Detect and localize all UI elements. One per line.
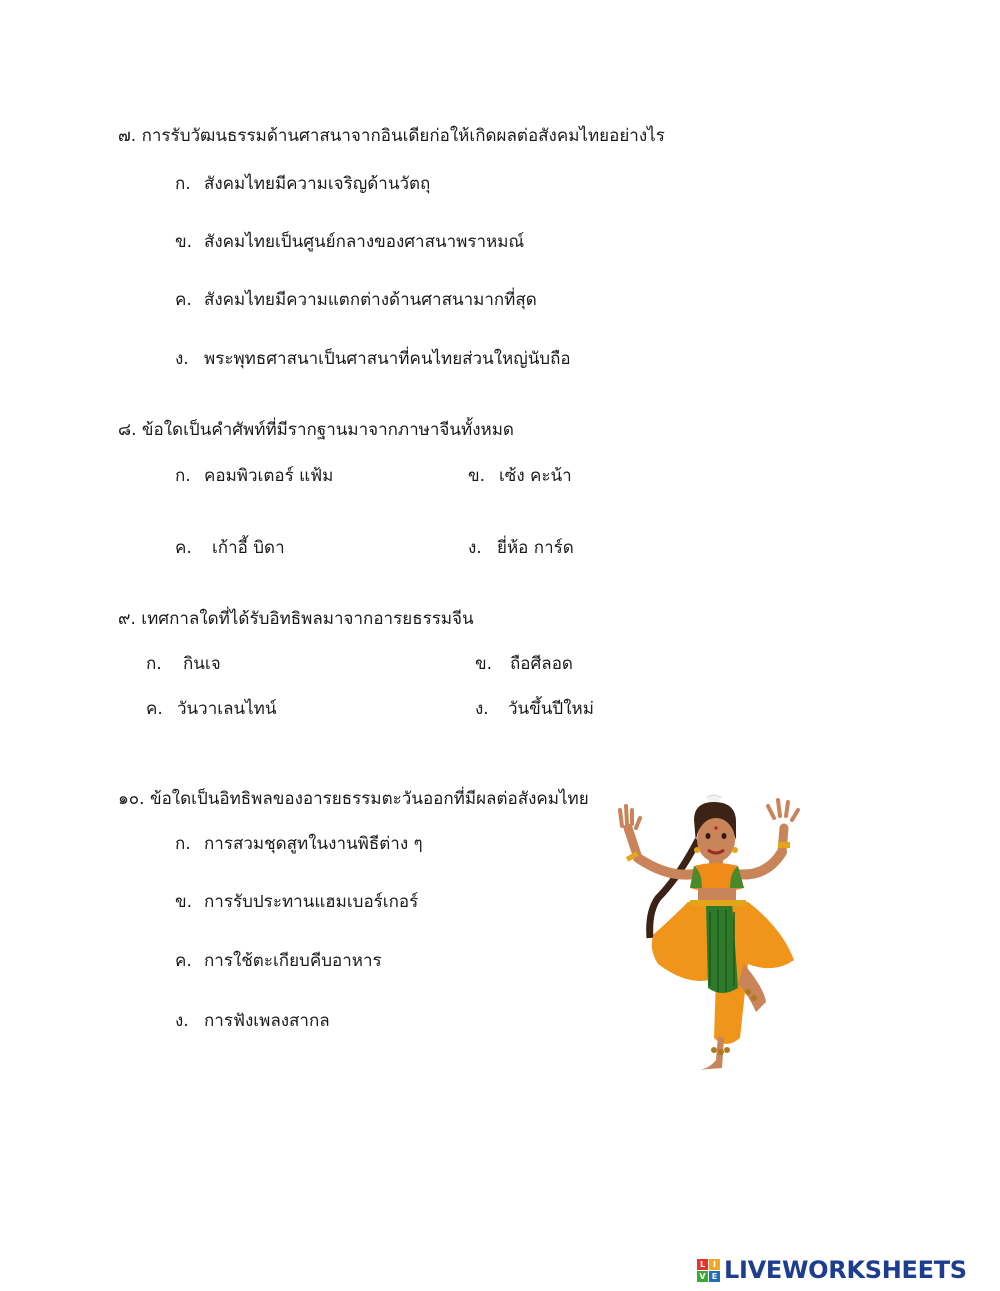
question-7: ๗. การรับวัฒนธรรมด้านศาสนาจากอินเดียก่อให้เกิดผลต่อสังคมไทยอย่างไร (118, 126, 665, 146)
option-letter: ง. (175, 1011, 189, 1031)
option-letter: ค. (175, 290, 192, 310)
option-text: พระพุทธศาสนาเป็นศาสนาที่คนไทยส่วนใหญ่นับถือ (204, 349, 571, 369)
option-letter: ก. (175, 834, 191, 854)
q9-option-d[interactable] (475, 695, 594, 722)
option-text: เก้าอี้ บิดา (212, 538, 285, 558)
option-text: สังคมไทยเป็นศูนย์กลางของศาสนาพราหมณ์ (204, 232, 525, 252)
option-text: สังคมไทยมีความเจริญด้านวัตถุ (204, 174, 431, 194)
option-text: กินเจ (183, 654, 221, 674)
option-text: เซ้ง คะน้า (499, 466, 572, 486)
option-letter: ค. (146, 699, 163, 719)
q8-option-b[interactable] (468, 462, 572, 489)
option-text: การฟังเพลงสากล (204, 1011, 330, 1031)
logo-block-l: L (697, 1259, 708, 1270)
q7-option-d[interactable] (175, 345, 571, 372)
option-text: วันขึ้นปีใหม่ (508, 699, 594, 719)
option-letter: ข. (468, 466, 486, 486)
logo-text: LIVEWORKSHEETS (724, 1256, 967, 1284)
logo-block-v: V (697, 1271, 708, 1282)
option-text: ยี่ห้อ การ์ด (497, 538, 574, 558)
q8-option-c[interactable] (175, 534, 285, 561)
q9-option-a[interactable] (146, 650, 221, 677)
question-10: ๑๐. ข้อใดเป็นอิทธิพลของอารยธรรมตะวันออกที่มีผลต่อสังคมไทย (118, 789, 589, 809)
q9-option-c[interactable] (146, 695, 277, 722)
option-text: สังคมไทยมีความแตกต่างด้านศาสนามากที่สุด (204, 290, 537, 310)
q10-option-b[interactable] (175, 888, 419, 915)
option-text: การสวมชุดสูทในงานพิธีต่าง ๆ (204, 834, 423, 854)
question-8: ๘. ข้อใดเป็นคำศัพท์ที่มีรากฐานมาจากภาษาจีนทั้งหมด (118, 420, 514, 440)
logo-block-i: I (709, 1259, 720, 1270)
q8-option-a[interactable] (175, 462, 334, 489)
option-text: คอมพิวเตอร์ แฟ้ม (204, 466, 334, 486)
logo-blocks (697, 1259, 720, 1282)
option-letter: ง. (475, 699, 489, 719)
option-text: การรับประทานแฮมเบอร์เกอร์ (204, 892, 419, 912)
option-letter: ข. (175, 892, 193, 912)
q10-option-a[interactable] (175, 830, 423, 857)
option-letter: ข. (475, 654, 493, 674)
indian-dancer-illustration (598, 788, 810, 1073)
logo-block-e: E (709, 1271, 720, 1282)
option-text: ถือศีลอด (510, 654, 573, 674)
question-9: ๙. เทศกาลใดที่ได้รับอิทธิพลมาจากอารยธรรมจีน (118, 609, 474, 629)
q7-option-c[interactable] (175, 286, 537, 313)
option-letter: ค. (175, 538, 192, 558)
option-letter: ง. (175, 349, 189, 369)
option-letter: ข. (175, 232, 193, 252)
option-text: วันวาเลนไทน์ (177, 699, 277, 719)
option-letter: ง. (468, 538, 482, 558)
q10-option-d[interactable] (175, 1007, 330, 1034)
liveworksheets-logo (697, 1253, 967, 1287)
option-letter: ค. (175, 951, 192, 971)
option-letter: ก. (175, 466, 191, 486)
option-text: การใช้ตะเกียบคีบอาหาร (204, 951, 382, 971)
q7-option-b[interactable] (175, 228, 525, 255)
option-letter: ก. (146, 654, 162, 674)
q9-option-b[interactable] (475, 650, 573, 677)
q7-option-a[interactable] (175, 170, 431, 197)
q10-option-c[interactable] (175, 947, 382, 974)
option-letter: ก. (175, 174, 191, 194)
q8-option-d[interactable] (468, 534, 574, 561)
